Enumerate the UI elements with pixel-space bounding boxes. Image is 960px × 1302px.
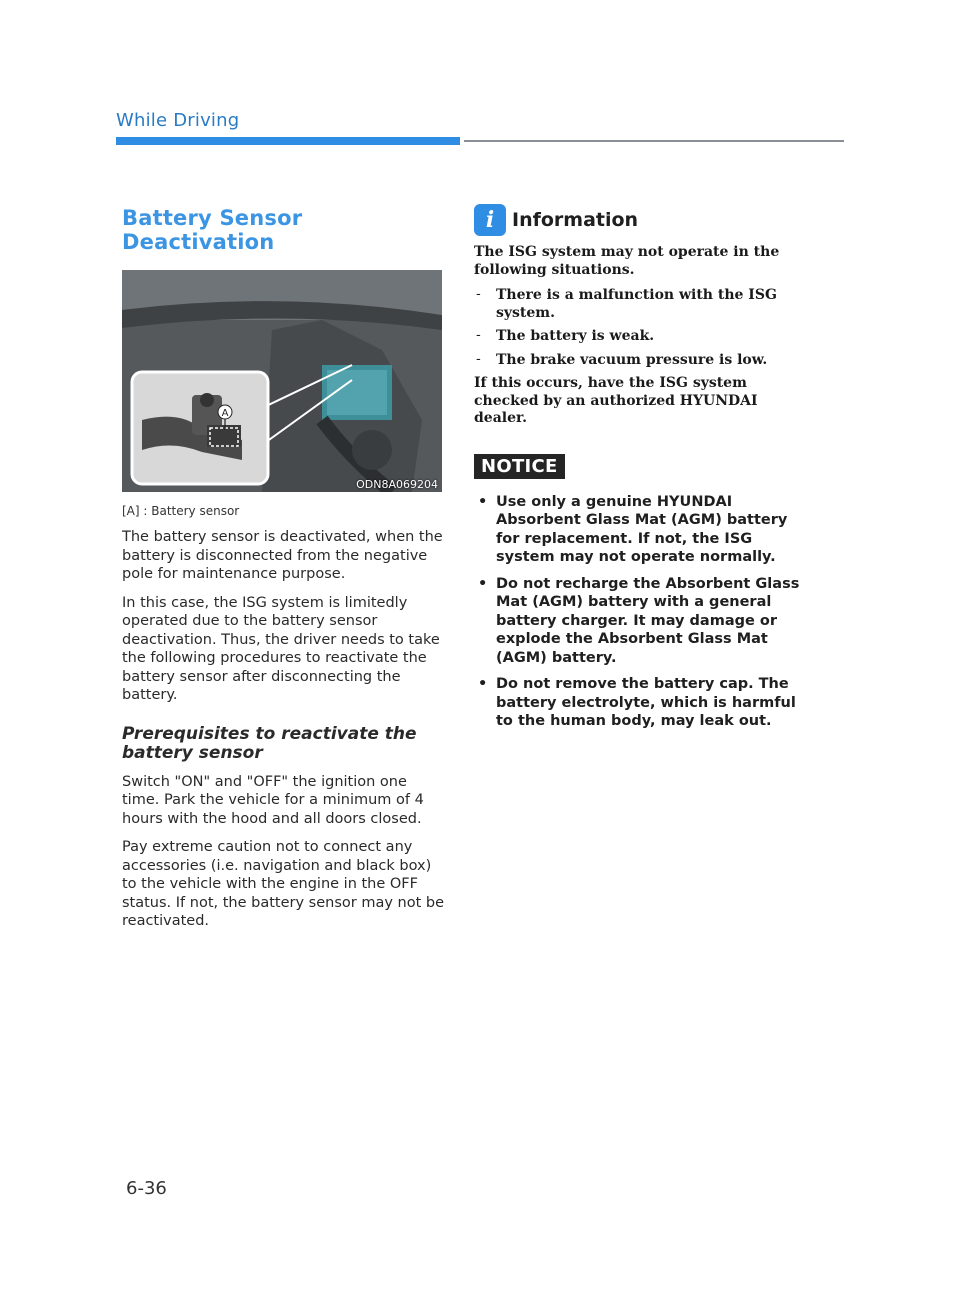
list-item: - There is a malfunction with the ISG system. [474,287,804,322]
list-item: • Do not remove the battery cap. The battery electrolyte, which is harmful to the human body, may leak out. [474,675,804,731]
list-item: - The battery is weak. [474,328,804,346]
left-column [122,206,444,931]
header-rule-accent [116,137,460,145]
battery-sensor-figure [122,270,442,492]
information-outro: If this occurs, have the ISG system checked by an authorized HYUNDAI dealer. [474,375,758,426]
right-column [474,204,804,739]
body-paragraph: Switch "ON" and "OFF" the ignition one time. Park the vehicle for a minimum of 4 hours with the hood and all doors closed. [122,773,424,827]
figure-code: ODN8A069204 [356,478,438,491]
notice-list [474,493,804,731]
body-paragraph: In this case, the ISG system is limitedly operated due to the battery sensor deactivation. Thus, the driver needs to take the following procedures to reactivate the battery sensor after disconnecting the battery. [122,594,440,703]
section-title: Battery Sensor Deactivation [122,206,303,254]
list-item: - The brake vacuum pressure is low. [474,352,804,370]
subheading: Prerequisites to reactivate the battery sensor [122,723,417,763]
information-list [474,287,804,369]
notice-badge: NOTICE [474,454,565,479]
information-intro: The ISG system may not operate in the following situations. [474,244,780,278]
body-paragraph: The battery sensor is deactivated, when the battery is disconnected from the negative pole for maintenance purpose. [122,529,443,582]
page-number: 6-36 [126,1178,167,1199]
engine-bay-illustration [122,270,442,492]
running-head: While Driving [116,110,240,131]
callout-label: A [221,408,229,419]
information-title: Information [512,209,639,231]
list-item: • Do not recharge the Absorbent Glass Mat (AGM) battery with a general battery charger. It may damage or explode the Absorbent Glass Mat (AGM) battery. [474,575,804,668]
info-icon: i [474,204,506,236]
figure-caption: [A] : Battery sensor [122,504,240,518]
body-paragraph: Pay extreme caution not to connect any accessories (i.e. navigation and black box) to the vehicle with the engine in the OFF status. If not, the battery sensor may not be reactivated. [122,839,445,929]
list-item: • Use only a genuine HYUNDAI Absorbent Glass Mat (AGM) battery for replacement. If not, the ISG system may not operate normally. [474,493,804,567]
header-rule [464,140,844,142]
information-header [474,204,804,236]
